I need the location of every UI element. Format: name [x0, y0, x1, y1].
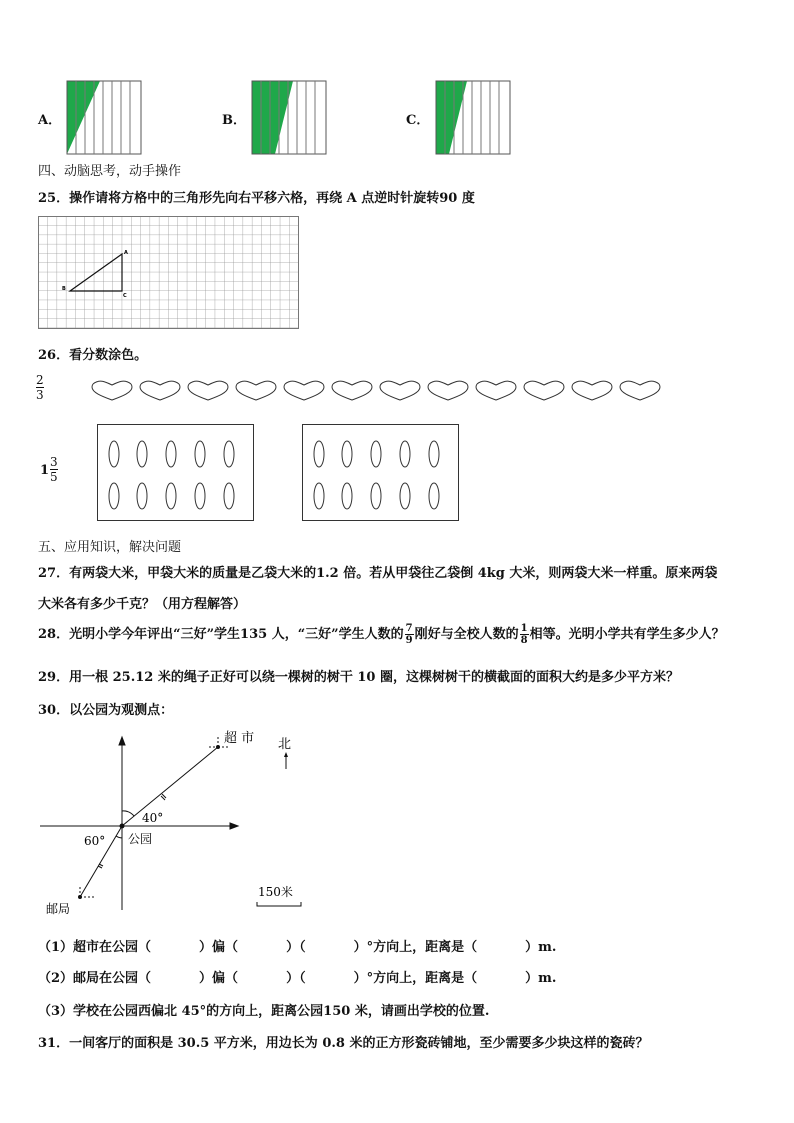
q28-part3: 相等。光明小学共有学生多少人？	[529, 627, 725, 642]
q28-line	[38, 623, 725, 646]
section5-title: 五、应用知识，解决问题	[38, 540, 182, 555]
angle-60-label: 60°	[84, 834, 106, 848]
heart-shape[interactable]	[330, 380, 374, 402]
option-c-figure	[435, 80, 511, 156]
heart-shape[interactable]	[570, 380, 614, 402]
heart-shape[interactable]	[90, 380, 134, 402]
scale-label: 150米	[258, 885, 293, 899]
option-a-label: A．	[38, 113, 62, 128]
sub2-b: ）偏（	[199, 971, 239, 986]
q27-line1: 27．有两袋大米，甲袋大米的质量是乙袋大米的1.2 倍。若从甲袋往乙袋倒 4kg 大米，则两袋大米一样重。原来两袋	[38, 566, 718, 581]
q26-text: 26．看分数涂色。	[38, 348, 148, 363]
park-label: 公园	[128, 832, 153, 846]
q28-frac-b	[520, 623, 529, 646]
heart-shape[interactable]	[522, 380, 566, 402]
ellipse-group-1	[98, 425, 253, 520]
q27-line2: 大米各有多少千克？（用方程解答）	[38, 597, 247, 612]
q28-part1: 28．光明小学今年评出“三好”学生135 人，“三好”学生人数的	[38, 627, 404, 642]
sub1-a: （1）超市在公园（	[38, 940, 152, 955]
q30-sub1	[38, 936, 556, 955]
option-a-figure	[66, 80, 142, 156]
sub1-c: ）（	[286, 940, 306, 955]
q28-frac-b-den: 8	[520, 635, 528, 646]
q31-text: 31．一间客厅的面积是 30.5 平方米，用边长为 0.8 米的正方形瓷砖铺地，至少需要多少块这样的瓷砖？	[38, 1036, 649, 1051]
heart-shape[interactable]	[474, 380, 518, 402]
supermarket-point	[216, 745, 220, 749]
scale-bar	[257, 902, 301, 906]
fraction-three-fifths	[50, 455, 58, 484]
q30-text: 30．以公园为观测点：	[38, 703, 174, 718]
park-point	[120, 824, 125, 829]
option-c-label: C．	[406, 113, 430, 128]
q28-frac-a-num: 7	[405, 623, 413, 634]
frac2-num: 3	[50, 455, 58, 469]
angle-arc-60	[116, 836, 122, 838]
mixed-whole: 1	[40, 463, 50, 478]
sub2-e: ）m.	[525, 971, 557, 986]
q28-frac-b-num: 1	[520, 623, 528, 634]
ellipse-box-2	[302, 424, 459, 521]
q28-frac-a	[405, 623, 414, 646]
sub2-a: （2）邮局在公园（	[38, 971, 152, 986]
postoffice-point	[78, 895, 82, 899]
heart-shape[interactable]	[618, 380, 662, 402]
heart-shape[interactable]	[186, 380, 230, 402]
angle-arc-40	[122, 811, 134, 816]
north-label: 北	[278, 737, 292, 752]
heart-shape[interactable]	[378, 380, 422, 402]
heart-shape[interactable]	[234, 380, 278, 402]
heart-shape[interactable]	[426, 380, 470, 402]
point-a-label: A	[124, 250, 128, 256]
ns-arrow	[119, 737, 125, 745]
sub1-e: ）m.	[525, 940, 557, 955]
frac2-den: 5	[50, 470, 58, 484]
postoffice-label: 邮局	[46, 902, 71, 916]
heart-shape[interactable]	[282, 380, 326, 402]
q30-sub3: （3）学校在公园西偏北 45°的方向上，距离公园150 米，请画出学校的位置.	[38, 1004, 490, 1019]
q30-sub2	[38, 967, 556, 986]
ellipse-box-1	[97, 424, 254, 521]
sub1-b: ）偏（	[199, 940, 239, 955]
point-b-label: B	[62, 286, 66, 292]
sub2-d: ）°方向上，距离是（	[353, 971, 478, 986]
ellipse-group-2	[303, 425, 458, 520]
option-b-figure	[251, 80, 327, 156]
supermarket-label: 超 市	[224, 731, 255, 746]
option-b-label: B．	[222, 113, 246, 128]
frac1-num: 2	[36, 373, 44, 387]
fraction-two-thirds	[36, 373, 44, 402]
q28-part2: 刚好与全校人数的	[414, 627, 519, 642]
park-to-supermarket	[122, 747, 218, 826]
section4-title: 四、动脑思考，动手操作	[38, 164, 182, 179]
sub1-d: ）°方向上，距离是（	[353, 940, 478, 955]
q25-grid	[38, 216, 300, 330]
q28-frac-a-den: 9	[405, 635, 413, 646]
sub2-c: ）（	[286, 971, 306, 986]
point-c-label: C	[123, 293, 127, 299]
frac1-den: 3	[36, 388, 44, 402]
ew-arrow	[230, 823, 238, 829]
heart-shape[interactable]	[138, 380, 182, 402]
q29-text: 29．用一根 25.12 米的绳子正好可以绕一棵树的树干 10 圈，这棵树树干的横截面的面积大约是多少平方米？	[38, 670, 679, 685]
q25-text: 25．操作请将方格中的三角形先向右平移六格，再绕 A 点逆时针旋转90 度	[38, 191, 475, 206]
angle-40-label: 40°	[142, 811, 164, 825]
q30-map	[38, 725, 358, 920]
